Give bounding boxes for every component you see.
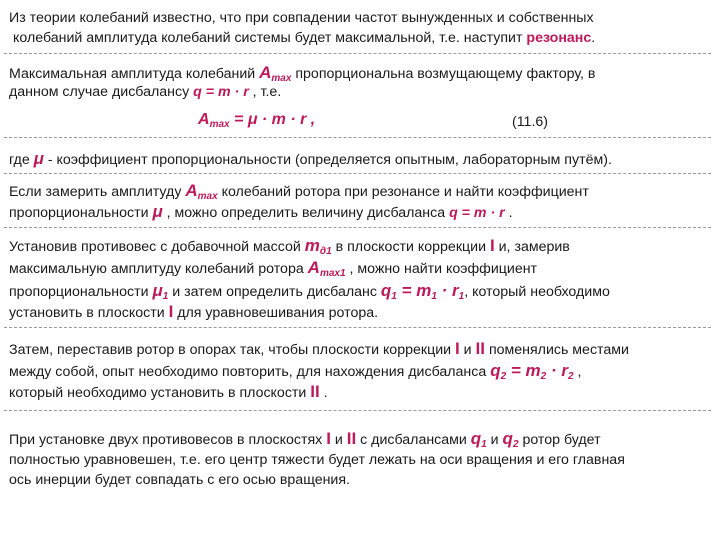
q-letter: q bbox=[380, 281, 392, 300]
divider bbox=[4, 327, 711, 328]
r-subscript: 1 bbox=[458, 291, 465, 302]
p5-text-8: , который необходимо bbox=[464, 284, 610, 300]
resonance-term: резонанс bbox=[526, 30, 592, 46]
p5-text-3: и, замерив bbox=[494, 239, 570, 255]
md1-symbol bbox=[305, 236, 332, 255]
r-subscript: 2 bbox=[567, 371, 574, 382]
p5-text-4: максимальную амплитуду колебаний ротора bbox=[9, 261, 308, 277]
p7-line-2: полностью уравновешен, т.е. его центр тяжести будет лежать на оси вращения и его главная bbox=[9, 452, 625, 468]
plane-i-label: I bbox=[455, 339, 460, 358]
q1-formula bbox=[381, 281, 464, 300]
p5-line-2 bbox=[9, 259, 537, 283]
q1-symbol bbox=[471, 429, 487, 448]
p6-text-3: между собой, опыт необходимо повторить, для нахождения дисбаланса bbox=[9, 364, 491, 380]
q-letter: q bbox=[490, 361, 501, 380]
plane-ii-label: II bbox=[475, 339, 485, 358]
p5-text-5: , можно найти коэффициент bbox=[345, 261, 538, 277]
plane-ii-label: II bbox=[346, 429, 357, 448]
m-subscript: 2 bbox=[540, 371, 547, 382]
mu-symbol: μ bbox=[152, 202, 163, 221]
formula-amax bbox=[198, 111, 230, 128]
p1-line-2 bbox=[13, 29, 595, 47]
p4-text-3: пропорциональности bbox=[9, 205, 153, 221]
divider bbox=[4, 227, 711, 228]
p5-text: Установив противовес с добавочной массой bbox=[9, 239, 305, 255]
p4-text-5: . bbox=[504, 205, 513, 221]
q-equals: = m bbox=[506, 361, 541, 380]
p4-text-4: , можно определить величину дисбаланса bbox=[162, 205, 450, 221]
amax1-symbol bbox=[308, 258, 346, 277]
a-letter: A bbox=[185, 181, 198, 200]
q-letter: q bbox=[502, 429, 513, 448]
p2-text: Максимальная амплитуда колебаний bbox=[9, 66, 260, 82]
p2-text-3: данном случае дисбалансу bbox=[9, 84, 194, 100]
p5-text-6: пропорциональности bbox=[9, 284, 153, 300]
a-letter: A bbox=[307, 258, 320, 277]
p6-line-1 bbox=[9, 340, 629, 359]
mu-letter: μ bbox=[152, 281, 163, 300]
q-letter: q bbox=[470, 429, 482, 448]
p1-line-1: Из теории колебаний известно, что при совпадении частот вынужденных и собственных bbox=[9, 10, 594, 26]
amax-symbol bbox=[259, 63, 291, 82]
p7-text: При установке двух противовесов в плоскостях bbox=[9, 432, 327, 448]
q-subscript: 2 bbox=[512, 439, 519, 450]
p3-line bbox=[9, 150, 612, 169]
divider bbox=[4, 410, 711, 411]
a-subscript: max bbox=[197, 191, 218, 202]
p1-period: . bbox=[591, 30, 596, 46]
mu-symbol: μ bbox=[33, 149, 44, 168]
formula-rhs: = μ · m · r , bbox=[229, 111, 316, 128]
p5-line-4 bbox=[9, 303, 378, 322]
p6-text-6: . bbox=[319, 385, 328, 401]
formula-number: (11.6) bbox=[512, 114, 549, 130]
q2-formula bbox=[490, 361, 573, 380]
a-letter: A bbox=[259, 63, 272, 82]
p4-text: Если замерить амплитуду bbox=[9, 184, 186, 200]
p2-text-2: пропорциональна возмущающему фактору, в bbox=[291, 66, 596, 82]
q2-symbol bbox=[503, 429, 519, 448]
p7-text-2: с дисбалансами bbox=[356, 432, 471, 448]
p5-line-1 bbox=[9, 237, 570, 261]
p4-text-2: колебаний ротора при резонансе и найти коэффициент bbox=[217, 184, 589, 200]
p3-text: где bbox=[9, 152, 34, 168]
p5-text-2: в плоскости коррекции bbox=[331, 239, 490, 255]
plane-i-label: I bbox=[489, 236, 495, 255]
mu1-symbol bbox=[152, 281, 168, 300]
p2-line-2 bbox=[9, 83, 281, 101]
p7-text-3: ротор будет bbox=[518, 432, 601, 448]
a-subscript: max bbox=[271, 73, 292, 84]
divider bbox=[4, 53, 711, 54]
p1-text: колебаний амплитуда колебаний системы будет максимальной, т.е. наступит bbox=[13, 30, 527, 46]
q-dot-r: · r bbox=[546, 361, 568, 380]
m-subscript: 1 bbox=[431, 291, 437, 302]
m-subscript: д1 bbox=[319, 246, 332, 257]
p6-text-4: , bbox=[573, 364, 582, 380]
mu-subscript: 1 bbox=[162, 291, 169, 302]
q-subscript: 1 bbox=[391, 291, 397, 302]
formula-a: A bbox=[198, 111, 210, 128]
p7-and-2: и bbox=[486, 432, 503, 448]
p5-text-7: и затем определить дисбаланс bbox=[168, 284, 381, 300]
a-subscript: max1 bbox=[319, 268, 346, 279]
formula-a-sub: max bbox=[209, 119, 230, 130]
p2-text-4: , т.е. bbox=[248, 84, 282, 100]
p6-text-5: который необходимо установить в плоскости bbox=[9, 385, 311, 401]
divider bbox=[4, 137, 711, 138]
q-dot-r: · r bbox=[436, 281, 459, 300]
p6-and: и bbox=[459, 342, 476, 358]
q-formula: q = m · r bbox=[449, 205, 505, 221]
q-formula: q = m · r bbox=[193, 84, 249, 100]
q-equals: = m bbox=[396, 281, 432, 300]
p3-text-2: - коэффициент пропорциональности (определяется опытным, лабораторным путём). bbox=[43, 152, 612, 168]
plane-i-label: I bbox=[326, 429, 331, 448]
p4-line-2 bbox=[9, 203, 513, 222]
p6-line-3 bbox=[9, 383, 328, 402]
amax-symbol bbox=[185, 181, 217, 200]
formula-11-6 bbox=[198, 111, 315, 134]
m-letter: m bbox=[304, 236, 320, 255]
p6-text-2: поменялись местами bbox=[485, 342, 629, 358]
p5-text-10: для уравновешивания ротора. bbox=[173, 305, 379, 321]
divider bbox=[4, 173, 711, 174]
p5-text-9: установить в плоскости bbox=[9, 305, 169, 321]
plane-ii-label: II bbox=[310, 382, 320, 401]
q-subscript: 1 bbox=[481, 439, 487, 450]
p7-and: и bbox=[330, 432, 347, 448]
q-subscript: 2 bbox=[500, 371, 507, 382]
p6-text: Затем, переставив ротор в опорах так, чтобы плоскости коррекции bbox=[9, 342, 455, 358]
p7-line-3: ось инерции будет совпадать с его осью вращения. bbox=[9, 472, 350, 488]
plane-i-label: I bbox=[168, 302, 174, 321]
